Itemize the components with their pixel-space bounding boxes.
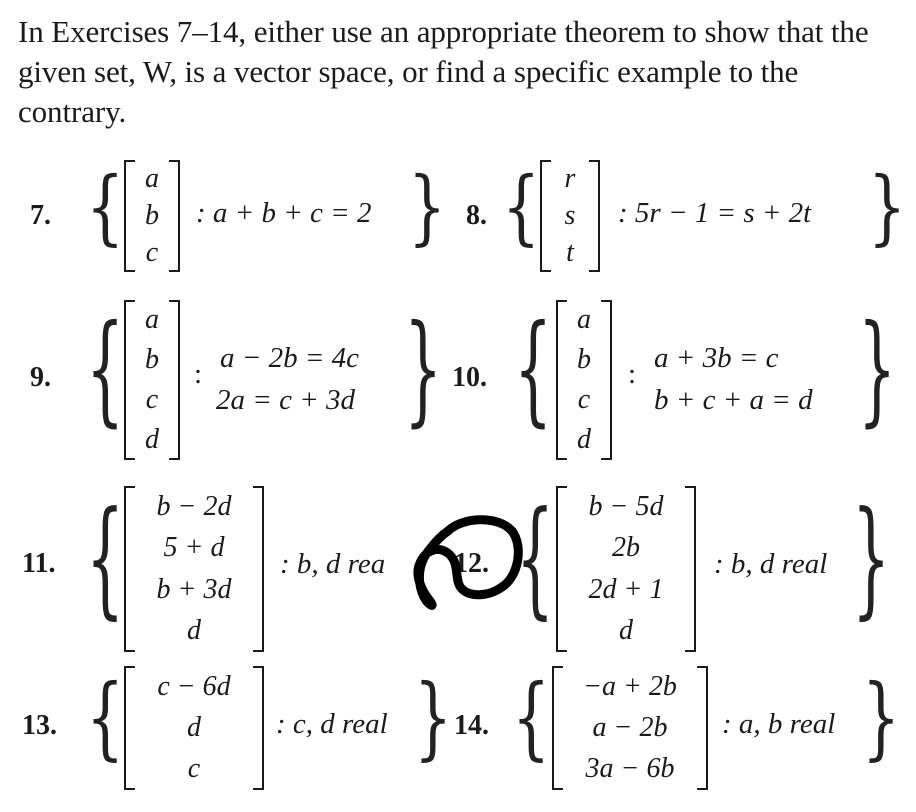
right-brace: } (858, 300, 897, 440)
vector-entry: −a + 2b (583, 670, 677, 702)
vector-entry: c (145, 237, 159, 269)
column-vector (556, 486, 696, 652)
handwritten-circle-mark (400, 505, 530, 615)
vector-entry: b (577, 344, 591, 375)
vector-entry: c (577, 384, 591, 415)
left-brace: { (514, 300, 553, 440)
exercise-number: 8. (466, 200, 487, 231)
vector-entry: s (564, 199, 576, 231)
vector-entry: b − 5d (588, 490, 664, 522)
vector-entry: t (566, 237, 574, 269)
left-brace: { (86, 666, 125, 771)
vector-entry: b (145, 344, 159, 375)
such-that-colon: : (628, 358, 637, 390)
column-vector (124, 160, 180, 272)
vector-entry: 2b (612, 532, 640, 564)
condition-line-2: 2a = c + 3d (216, 384, 356, 416)
exercise-number: 11. (22, 548, 56, 579)
vector-entry: a (577, 304, 591, 335)
left-brace: { (86, 300, 125, 440)
set-condition: : 5r − 1 = s + 2t (618, 197, 812, 229)
vector-entry: c (145, 384, 159, 415)
condition-line-1: a − 2b = 4c (220, 342, 360, 374)
right-brace: } (868, 160, 907, 255)
vector-entry: c (187, 753, 201, 785)
set-condition: : b, d rea (280, 548, 386, 580)
right-brace: } (408, 160, 447, 255)
right-brace: } (862, 666, 901, 771)
vector-entry: a − 2b (592, 711, 668, 743)
vector-entry: b + 3d (156, 573, 232, 605)
column-vector (552, 666, 708, 790)
exercise-number: 14. (454, 710, 489, 741)
left-brace: { (516, 486, 555, 633)
set-condition: : a, b real (722, 708, 836, 740)
vector-entry: b (145, 199, 159, 231)
vector-entry: r (564, 162, 576, 194)
exercise-instructions: In Exercises 7–14, either use an appropriate theorem to show that the given set, W, is a vector space, or find a specific example to the contrary. (18, 14, 869, 129)
exercise-number: 13. (22, 710, 57, 741)
right-brace: } (852, 486, 891, 633)
condition-line-1: a + 3b = c (654, 342, 779, 374)
vector-entry: b − 2d (156, 490, 232, 522)
left-brace: { (512, 666, 551, 771)
vector-entry: 2d + 1 (588, 573, 664, 605)
right-brace: } (414, 666, 453, 771)
vector-entry: d (187, 711, 201, 743)
column-vector (124, 666, 264, 790)
vector-entry: d (145, 424, 159, 455)
column-vector (124, 300, 180, 460)
column-vector (124, 486, 264, 652)
vector-entry: c − 6d (157, 670, 231, 702)
column-vector (556, 300, 612, 460)
left-brace: { (86, 160, 125, 255)
right-brace: } (404, 300, 443, 440)
exercise-number: 10. (452, 362, 487, 393)
vector-entry: d (187, 615, 201, 647)
vector-entry: d (577, 424, 591, 455)
exercise-number: 9. (30, 362, 51, 393)
set-condition: : c, d real (276, 708, 388, 740)
vector-entry: 3a − 6b (585, 753, 675, 785)
exercise-number: 12. (454, 548, 489, 579)
set-condition: : a + b + c = 2 (196, 197, 372, 229)
vector-entry: a (145, 162, 159, 194)
vector-entry: d (619, 615, 633, 647)
vector-entry: a (145, 304, 159, 335)
left-brace: { (502, 160, 541, 255)
condition-line-2: b + c + a = d (654, 384, 813, 416)
left-brace: { (86, 486, 125, 633)
such-that-colon: : (194, 358, 203, 390)
vector-entry: 5 + d (163, 532, 225, 564)
column-vector (540, 160, 600, 272)
set-condition: : b, d real (714, 548, 828, 580)
exercise-number: 7. (30, 200, 51, 231)
